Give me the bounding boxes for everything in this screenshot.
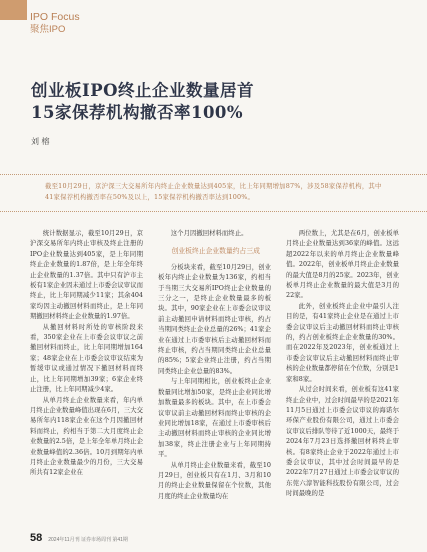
page-footer xyxy=(30,532,128,544)
paragraph: 从单月终止企业数量来看，截至10月29日，创业板只有在1月、3月和10月的终止企业数量保留在个位数，其他月度的终止企业数量均在 xyxy=(158,460,271,500)
paragraph: 从单月终止企业数量来看，年内单月终止企业数量峰值出现在6月，三大交易所年内118家企业在这个月因撤回材料而终止，约相当于第二大月度终止企业数量的2.5倍，是上年全年单月终止企业数量峰值的2.36倍。10月到期年内单月终止企业数量最少的月份，三大交易所共有12家企业在 xyxy=(30,395,143,477)
paragraph: 两位数上，尤其是在6月，创业板单月终止企业数量达到36家的峰值。这远超2022年以来的单月终止企业数量峰值。2022年，创业板单月终止企业数量的最大值是8月的25家。2023年，创业板单月终止企业数量的最大值是3月的22家。 xyxy=(286,229,399,300)
body-column-1 xyxy=(30,228,143,478)
abstract-top-divider xyxy=(0,174,427,175)
article-title xyxy=(31,80,401,124)
body-column-3 xyxy=(286,228,399,499)
section-label xyxy=(30,11,80,35)
section-heading: 创业板终止企业数量约占三成 xyxy=(171,247,260,256)
paragraph: 此外，创业板终止企业中最引人注目的是，有41家终止企业是在通过上市委会议审议后主动撤回材料而终止审核的，约占创业板终止企业数量的30%。而在2022年及2023年，创业板通过上市委会议审议后主动撤回材料而终止审核的企业数量都停留在个位数，分别是1家和8家。 xyxy=(286,301,399,383)
paragraph: 这个月因撤回材料而终止。 xyxy=(170,229,248,237)
section-label-en: IPO Focus xyxy=(30,11,80,23)
issue-info: 2024年11月刊 证券市场周刊 第41期 xyxy=(48,537,128,543)
paragraph: 统计数据显示，截至10月29日，京沪深交易所年内终止审核及终止注册的IPO企业数量达到405家，是上年同期终止企业数量的1.87倍，是上年全年终止企业数量的1.37倍。其中只有沪市主板有1家企业因未通过上市委会议审议而终止，比上年同期减少11家；其余404家均因主动撤回材料而终止，是上年同期撤回材料终止企业数量的1.97倍。 xyxy=(30,229,143,321)
author-byline: 刘 榕 xyxy=(31,137,50,146)
corner-accent-block xyxy=(0,0,27,20)
body-column-2 xyxy=(158,228,271,501)
paragraph: 分板块来看，截至10月29日，创业板年内终止企业数量为136家，约相当于当期三大交易所IPO终止企业数量的三分之一，是终止企业数量最多的板块。其中，90家企业在上市委会议审议前主动撤回申请材料而终止审核，约占当期同类终止企业总量的26%；41家企业在通过上市委审核后主动撤回材料而终止审核，约占当期同类终止企业总量的85%；5家企业终止注册，约占当期同类终止企业总量的83%。 xyxy=(158,262,271,375)
paragraph: 从撤回材料时所处的审核阶段来看，350家企业在上市委会议审议之前撤回材料而终止，比上年同期增加164家；48家企业在上市委会议审议结束为暂缓审议或通过情况下撤回材料而终止，比上年同期增加39家；6家企业终止注册，比上年同期减少4家。 xyxy=(30,322,143,394)
abstract-bottom-divider xyxy=(0,211,427,212)
page-number: 58 xyxy=(30,532,43,544)
article-title-line1: 创业板IPO终止企业数量居首 xyxy=(31,81,254,100)
article-abstract: 截至10月29日，京沪深三大交易所年内终止企业数量达到405家，比上年同期增加87%，涉及58家保荐机构，其中41家保荐机构撤否率在50%及以上，15家保荐机构撤否率达到100%。 xyxy=(45,182,382,201)
paragraph: 与上年同期相比，创业板终止企业数量同比增加50家，是终止企业同比增加数量最多的板块。其中，在上市委会议审议前主动撤回材料而终止审核的企业同比增加18家，在通过上市委审核后主动撤回材料而终止审核的企业同比增加38家，终止注册企业与上年同期持平。 xyxy=(158,377,271,459)
section-label-zh: 聚焦IPO xyxy=(30,23,66,35)
article-title-line2: 15家保荐机构撤否率100% xyxy=(31,103,244,122)
paragraph: 从过会时间来看，创业板有这41家终止企业中，过会时间最早的是2021年11月5日通过上市委会议审议的海诺尔环保产业股份有限公司，通过上市委会议审议后排队等待了近1000天，最终于2024年7月23日选择撤回材料终止审核。有8家终止企业于2022年通过上市委会议审议，其中过会时间最早的是2022年7月27日通过上市委会议审议的东莞六淳智能科技股份有限公司，过会时间最晚的是 xyxy=(286,385,399,498)
